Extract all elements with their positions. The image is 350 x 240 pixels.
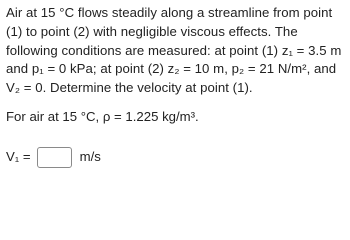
given-conditions: For air at 15 °C, ρ = 1.225 kg/m³. [6,108,199,124]
velocity-answer-input[interactable] [37,147,72,168]
answer-unit: m/s [79,148,101,164]
problem-statement [6,4,346,127]
answer-row [6,146,101,168]
answer-label: V₁ = [6,148,31,164]
problem-text: Air at 15 °C flows steadily along a streamline from point (1) to point (2) with negligible viscous effects. The following conditions are measured: at point (1) z₁ = 3.5 m and p₁ = 0 kPa; at point (2) z₂ = 10 m, p₂ = 21 N/m², and V₂ = 0. Determine the velocity at point (1). [6,5,342,96]
